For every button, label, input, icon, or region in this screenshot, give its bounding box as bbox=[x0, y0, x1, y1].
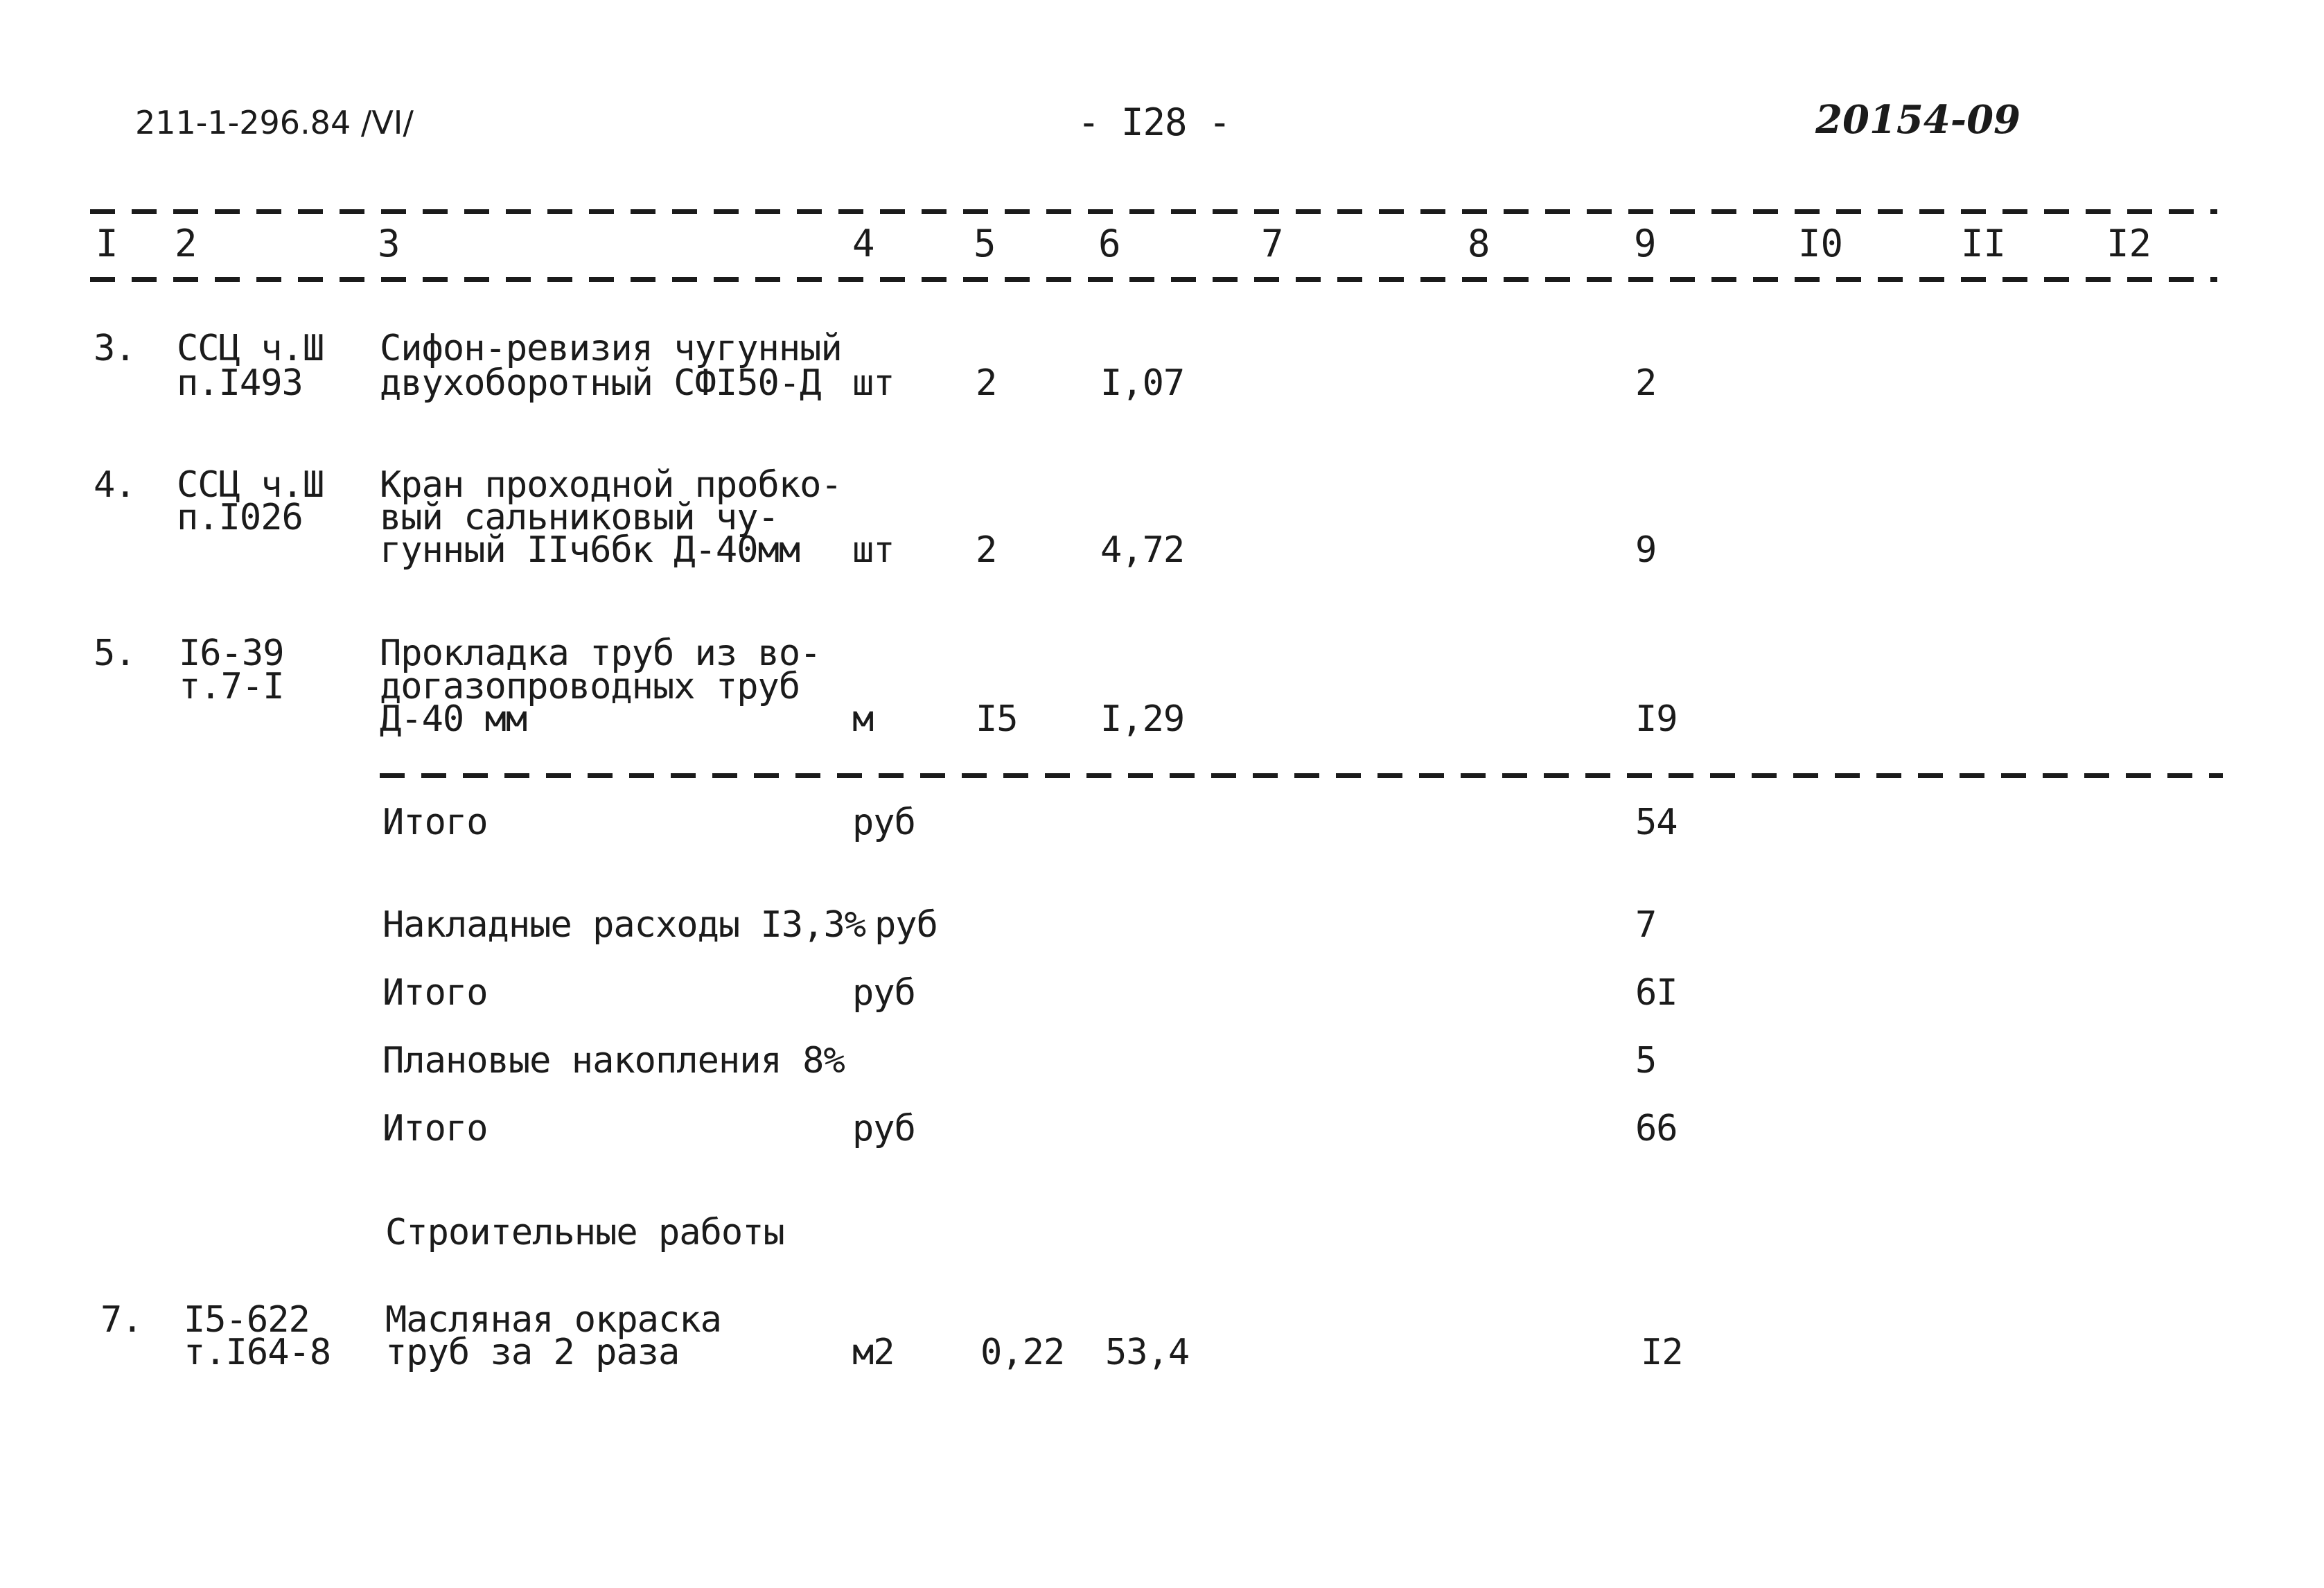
column-header-12: I2 bbox=[2106, 222, 2152, 265]
row-name: Масляная окраска bbox=[385, 1299, 721, 1341]
doc-code: 211-1-296.84 /VI/ bbox=[135, 104, 414, 141]
row-unit: шт bbox=[852, 362, 895, 404]
column-header-6: 6 bbox=[1098, 222, 1121, 265]
row-name: Сифон-ревизия чугунный bbox=[380, 328, 842, 369]
row-unit: шт bbox=[852, 529, 895, 571]
column-header-9: 9 bbox=[1634, 222, 1657, 265]
summary-value: 54 bbox=[1635, 802, 1678, 843]
row-name: Д-40 мм bbox=[380, 698, 527, 740]
row-code: ССЦ ч.Ш bbox=[177, 464, 324, 506]
summary-label: Накладные расходы I3,3% bbox=[382, 904, 866, 946]
summary-value: 66 bbox=[1635, 1108, 1678, 1149]
row-name: двухоборотный СФI50-Д bbox=[380, 362, 821, 404]
column-header-4: 4 bbox=[852, 222, 875, 265]
column-header-2: 2 bbox=[175, 222, 197, 265]
row-code: т.7-I bbox=[179, 666, 284, 707]
row-unit: м bbox=[852, 698, 874, 740]
header-top-rule bbox=[90, 209, 2217, 214]
summary-unit: руб bbox=[852, 802, 915, 843]
row-code: ССЦ ч.Ш bbox=[177, 328, 324, 369]
row-code: т.I64-8 bbox=[184, 1332, 331, 1373]
row-code: I6-39 bbox=[179, 633, 284, 674]
row-name: Прокладка труб из во- bbox=[380, 633, 821, 674]
row-price: I,07 bbox=[1100, 362, 1185, 404]
column-header-5: 5 bbox=[974, 222, 996, 265]
column-header-10: I0 bbox=[1798, 222, 1844, 265]
archive-number: 20154-09 bbox=[1815, 97, 2021, 143]
summary-unit: руб bbox=[874, 904, 937, 946]
row-quantity: 2 bbox=[976, 529, 997, 571]
column-header-1: I bbox=[96, 222, 118, 265]
row-code: п.I493 bbox=[177, 362, 303, 404]
row-code: п.I026 bbox=[177, 497, 303, 538]
row-total: 9 bbox=[1635, 529, 1657, 571]
row-name: догазопроводных труб bbox=[380, 666, 800, 707]
summary-label: Итого bbox=[382, 972, 488, 1014]
row-name: Кран проходной пробко- bbox=[380, 464, 842, 506]
summary-value: 7 bbox=[1635, 904, 1657, 946]
row-name: вый сальниковый чу- bbox=[380, 497, 779, 538]
page-number: - I28 - bbox=[1077, 100, 1231, 144]
summary-value: 6I bbox=[1635, 972, 1678, 1014]
row-number: 3. bbox=[94, 328, 136, 369]
row-price: 4,72 bbox=[1100, 529, 1185, 571]
row-number: 4. bbox=[94, 464, 136, 506]
section-title: Строительные работы bbox=[385, 1212, 784, 1253]
column-header-7: 7 bbox=[1261, 222, 1284, 265]
row-name: гунный IIч6бк Д-40мм bbox=[380, 529, 800, 571]
row-total: 2 bbox=[1635, 362, 1657, 404]
summary-label: Итого bbox=[382, 1108, 488, 1149]
column-header-3: 3 bbox=[378, 222, 400, 265]
row-quantity: I5 bbox=[976, 698, 1018, 740]
row-price: I,29 bbox=[1100, 698, 1185, 740]
summary-label: Плановые накопления 8% bbox=[382, 1040, 845, 1082]
row-quantity: 0,22 bbox=[980, 1332, 1065, 1373]
row-code: I5-622 bbox=[184, 1299, 310, 1341]
summary-label: Итого bbox=[382, 802, 488, 843]
subtotal-rule bbox=[380, 773, 2223, 778]
row-unit: м2 bbox=[852, 1332, 895, 1373]
column-header-8: 8 bbox=[1468, 222, 1490, 265]
row-price: 53,4 bbox=[1105, 1332, 1190, 1373]
row-number: 5. bbox=[94, 633, 136, 674]
row-total: I2 bbox=[1641, 1332, 1683, 1373]
column-header-11: II bbox=[1961, 222, 2007, 265]
row-number: 7. bbox=[100, 1299, 143, 1341]
row-name: труб за 2 раза bbox=[385, 1332, 680, 1373]
summary-value: 5 bbox=[1635, 1040, 1657, 1082]
row-quantity: 2 bbox=[976, 362, 997, 404]
summary-unit: руб bbox=[852, 972, 915, 1014]
summary-unit: руб bbox=[852, 1108, 915, 1149]
row-total: I9 bbox=[1635, 698, 1678, 740]
header-bottom-rule bbox=[90, 277, 2217, 282]
